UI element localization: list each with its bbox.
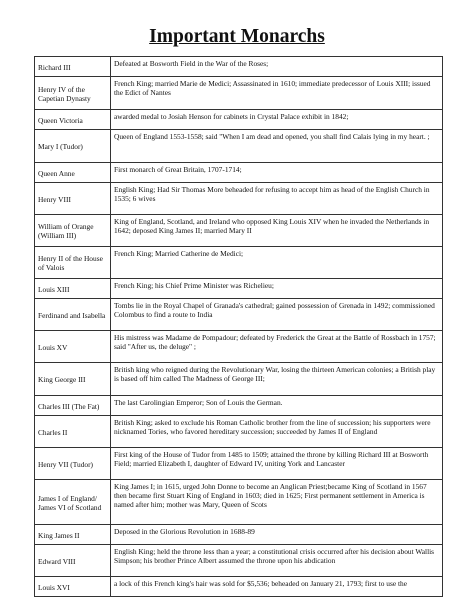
monarch-name-cell: Mary I (Tudor) [35,130,111,163]
table-row [35,215,443,247]
monarch-description-cell: awarded medal to Josiah Henson for cabinets in Crystal Palace exhibit in 1842; [111,110,443,130]
monarch-name-cell: King James II [35,525,111,545]
table-row [35,163,443,183]
monarch-name-cell: Louis XV [35,331,111,363]
monarch-description-cell: Defeated at Bosworth Field in the War of the Roses; [111,57,443,77]
monarch-description-cell: French King; his Chief Prime Minister was Richelieu; [111,279,443,299]
monarch-name-cell: Louis XIII [35,279,111,299]
monarch-description-cell: First king of the House of Tudor from 1485 to 1509; attained the throne by killing Richard III at Bosworth Field; married Elizabeth I, daughter of Edward IV, uniting York and Lancaster [111,448,443,480]
monarch-name-cell: Queen Victoria [35,110,111,130]
monarch-name-cell: Henry VIII [35,183,111,215]
table-row [35,396,443,416]
table-row [35,545,443,577]
monarch-description-cell: English King; Had Sir Thomas More beheaded for refusing to accept him as head of the English Church in 1535; 6 wives [111,183,443,215]
monarch-description-cell: French King; Married Catherine de Medici; [111,247,443,279]
monarch-name-cell: William of Orange (William III) [35,215,111,247]
monarch-description-cell: King of England, Scotland, and Ireland who opposed King Louis XIV when he invaded the Netherlands in 1642; deposed King James II; married Mary II [111,215,443,247]
monarch-name-cell: Henry IV of the Capetian Dynasty [35,77,111,110]
monarch-description-cell: First monarch of Great Britain, 1707-1714; [111,163,443,183]
monarch-name-cell: Edward VIII [35,545,111,577]
table-row [35,480,443,525]
monarch-name-cell: Richard III [35,57,111,77]
monarch-description-cell: Tombs lie in the Royal Chapel of Granada's cathedral; gained possession of Grenada in 1492; commissioned Colombus to find a route to India [111,299,443,331]
table-row [35,183,443,215]
monarch-name-cell: Henry II of the House of Valois [35,247,111,279]
monarch-name-cell: James I of England/ James VI of Scotland [35,480,111,525]
table-row [35,110,443,130]
monarch-description-cell: British King; asked to exclude his Roman Catholic brother from the line of succession; his supporters were nicknamed Tories, who favored hereditary succession; succeeded by James II of England [111,416,443,448]
monarch-description-cell: Queen of England 1553-1558; said "When I am dead and opened, you shall find Calais lying in my heart. ; [111,130,443,163]
monarch-name-cell: King George III [35,363,111,396]
table-row [35,279,443,299]
table-row [35,577,443,597]
monarch-name-cell: Charles III (The Fat) [35,396,111,416]
table-row [35,525,443,545]
monarch-description-cell: a lock of this French king's hair was sold for $5,536; beheaded on January 21, 1793; first to use the [111,577,443,597]
monarch-name-cell: Charles II [35,416,111,448]
table-row [35,130,443,163]
monarch-description-cell: King James I; in 1615, urged John Donne to become an Anglican Priest;became King of Scotland in 1567 then became first Stuart King of England in 1603; died in 1625; First permanent settlement in America is named after him; mother was Mary, Queen of Scots [111,480,443,525]
table-row [35,363,443,396]
table-row [35,331,443,363]
table-row [35,416,443,448]
monarch-description-cell: French King; married Marie de Medici; Assassinated in 1610; immediate predecessor of Louis XIII; issued the Edict of Nantes [111,77,443,110]
monarchs-table [34,56,443,597]
monarch-description-cell: The last Carolingian Emperor; Son of Louis the German. [111,396,443,416]
monarch-description-cell: Deposed in the Glorious Revolution in 1688-89 [111,525,443,545]
monarch-description-cell: English King; held the throne less than a year; a constitutional crisis occurred after his decision about Wallis Simpson; his brother Prince Albert assumed the throne upon his abdication [111,545,443,577]
table-row [35,299,443,331]
table-row [35,57,443,77]
monarch-name-cell: Louis XVI [35,577,111,597]
page-title: Important Monarchs [149,26,325,47]
monarch-description-cell: His mistress was Madame de Pompadour; defeated by Frederick the Great at the Battle of Rossbach in 1757; said "After us, the deluge" ; [111,331,443,363]
monarch-name-cell: Ferdinand and Isabella [35,299,111,331]
monarch-name-cell: Henry VII (Tudor) [35,448,111,480]
table-row [35,77,443,110]
table-row [35,448,443,480]
table-row [35,247,443,279]
monarch-name-cell: Queen Anne [35,163,111,183]
monarch-description-cell: British king who reigned during the Revolutionary War, losing the thirteen American colonies; a British play is based off him called The Madness of George III; [111,363,443,396]
